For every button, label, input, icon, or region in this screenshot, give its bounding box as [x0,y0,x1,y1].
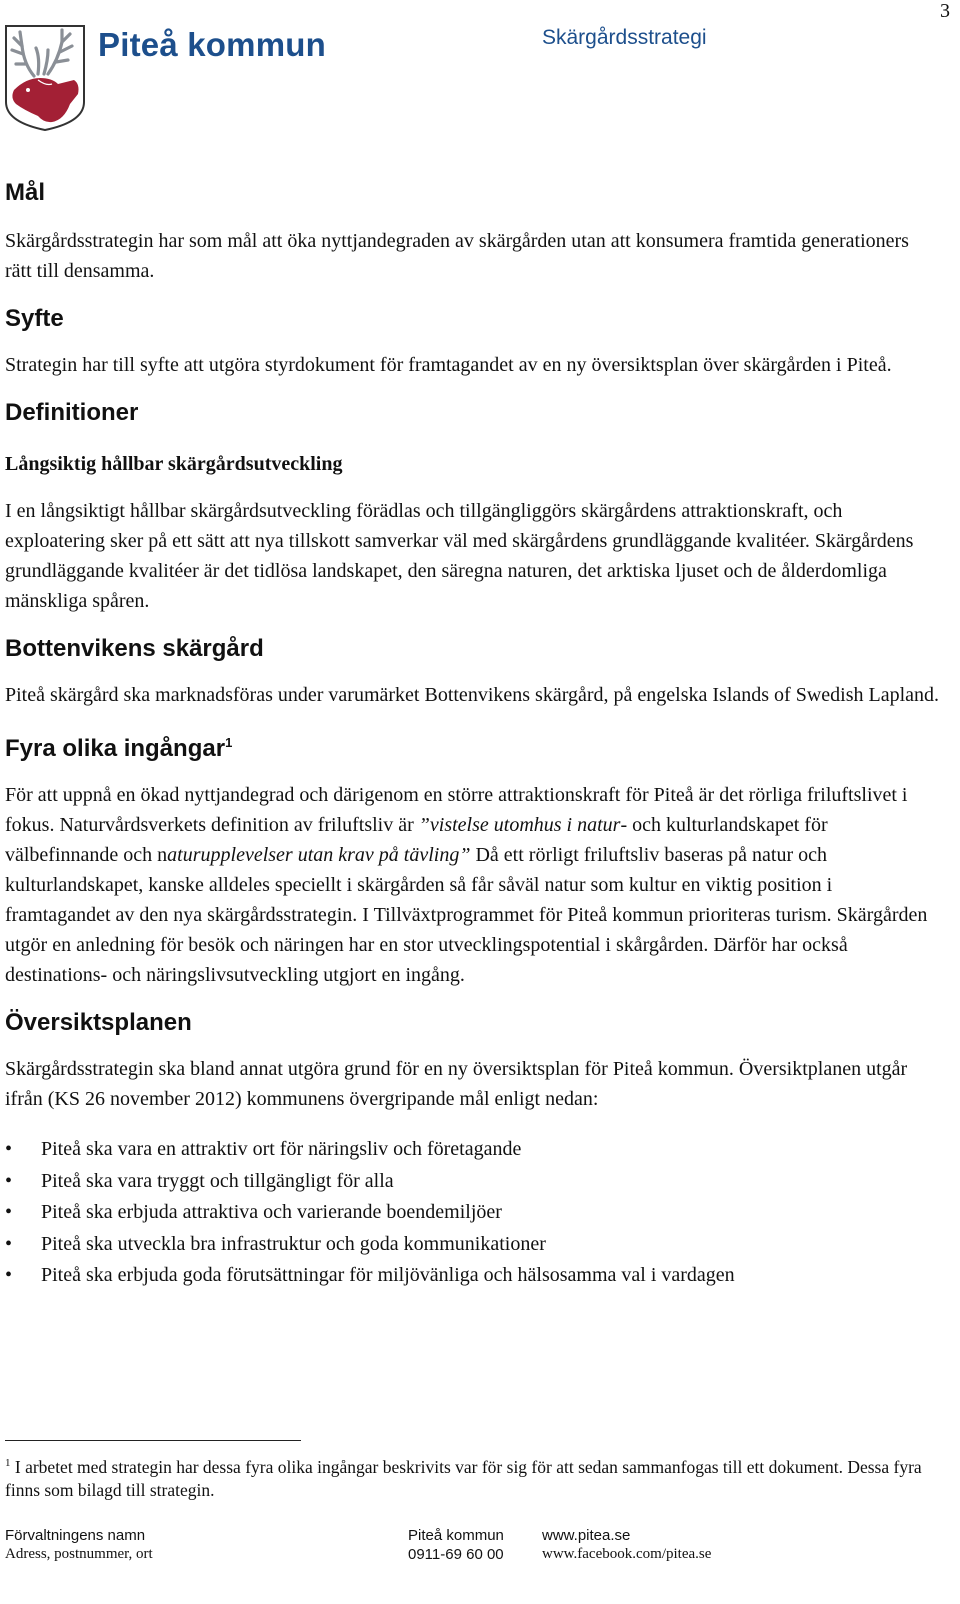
list-item-text: Piteå ska utveckla bra infrastruktur och goda kommunikationer [41,1232,546,1255]
paragraph-fyra [5,780,940,990]
paragraph-oversiktsplanen: Skärgårdsstrategin ska bland annat utgöra grund för en ny översiktsplan för Piteå kommun. Översiktplanen utgår ifrån (KS 26 november 2012) kommunens övergripande mål enligt nedan: [5,1058,908,1110]
list-item [5,1197,940,1229]
footnote-reference: 1 [225,735,233,750]
document-body [5,178,940,1292]
fyra-quote-1: ”vistelse utomhus i natur [418,814,621,836]
footer-address: Adress, postnummer, ort [5,1546,153,1562]
paragraph-bottenvikens: Piteå skärgård ska marknadsföras under varumärket Bottenvikens skärgård, på engelska Islands of Swedish Lapland. [5,684,940,706]
footer-website-link[interactable]: www.pitea.se [542,1527,631,1544]
heading-oversiktsplanen: Översiktsplanen [5,1009,192,1036]
list-item-text: Piteå ska erbjuda goda förutsättningar för miljövänliga och hälsosamma val i vardagen [41,1264,735,1286]
heading-mal: Mål [5,179,46,206]
fyra-text-2: - och kulturlandskapet för välbefinnande och n [5,814,828,866]
bullet-icon: • [5,1264,13,1286]
heading-definitioner: Definitioner [5,399,139,426]
footer-municipality: Piteå kommun [408,1527,504,1544]
heading-fyra-text: Fyra olika ingångar [5,735,226,762]
pitea-coat-of-arms-logo [4,24,86,132]
list-item-text: Piteå ska vara en attraktiv ort för näringsliv och företagande [41,1138,522,1160]
list-item [5,1229,940,1261]
bullet-icon: • [5,1169,13,1192]
subheading-langsiktig: Långsiktig hållbar skärgårdsutveckling [5,453,343,475]
footer-column-web [542,1526,711,1564]
footer-facebook-link[interactable]: www.facebook.com/pitea.se [542,1546,712,1562]
footnote-number: 1 [5,1457,11,1469]
paragraph-mal: Skärgårdsstrategin har som mål att öka nyttjandegraden av skärgården utan att konsumera framtida generationers rätt till densamma. [5,230,909,282]
page-number: 3 [940,0,950,22]
list-item-text: Piteå ska vara tryggt och tillgängligt för alla [41,1169,394,1192]
bullet-icon: • [5,1232,13,1255]
footer-phone: 0911-69 60 00 [408,1546,504,1563]
heading-syfte: Syfte [5,305,64,332]
paragraph-syfte: Strategin har till syfte att utgöra styrdokument för framtagandet av en ny översiktsplan över skärgården i Piteå. [5,354,892,376]
bullet-icon: • [5,1138,13,1160]
list-item [5,1134,940,1166]
paragraph-definitioner: I en långsiktigt hållbar skärgårdsutveckling förädlas och tillgängliggörs skärgårdens attraktionskraft, och exploatering sker på ett sätt att nya tillskott samverkar väl med skärgårdens grundläggande kvalitéer. Skärgårdens grundläggande kvalitéer är det tidlösa landskapet, den säregna naturen, det arktiska ljuset och de ålderdomliga mänskliga spåren. [5,500,914,612]
org-name: Piteå kommun [98,26,326,63]
fyra-text-3: Då ett rörligt friluftsliv baseras på natur och kulturlandskapet, kanske alldeles speciellt i skärgården så får såväl natur som kultur en viktig position i framtagandet av den nya skärgårdsstrategin. I Tillväxtprogrammet för Piteå kommun prioriteras turism. Skärgården utgör en anledning för besök och näringen har en stor utvecklingspotential i skårgården. Därför har också destinations- och näringslivsutveckling utgjort en ingång. [5,844,928,986]
footnote-divider [5,1440,301,1441]
heading-bottenvikens: Bottenvikens skärgård [5,635,264,662]
document-title: Skärgårdsstrategi [542,26,707,49]
footer-department-name: Förvaltningens namn [5,1527,146,1544]
bullet-icon: • [5,1201,13,1223]
fyra-quote-2: aturupplevelser utan krav på tävling” [167,844,471,866]
fyra-text-1: För att uppnå en ökad nyttjandegrad och därigenom en större attraktionskraft för Piteå är det rörliga friluftslivet i fokus. Naturvårdsverkets definition av friluftsliv är [5,784,908,836]
list-item [5,1166,940,1198]
footer-column-municipality [408,1526,504,1564]
list-item [5,1260,940,1292]
footer-column-department [5,1526,153,1564]
heading-fyra-olika-ingangar [5,728,940,764]
footnote [5,1452,935,1502]
footnote-text: I arbetet med strategin har dessa fyra olika ingångar beskrivits var för sig för att sedan sammanfogas till ett dokument. Dessa fyra finns som bilagd till strategin. [5,1456,922,1500]
goals-list [5,1134,940,1292]
list-item-text: Piteå ska erbjuda attraktiva och varierande boendemiljöer [41,1201,502,1223]
